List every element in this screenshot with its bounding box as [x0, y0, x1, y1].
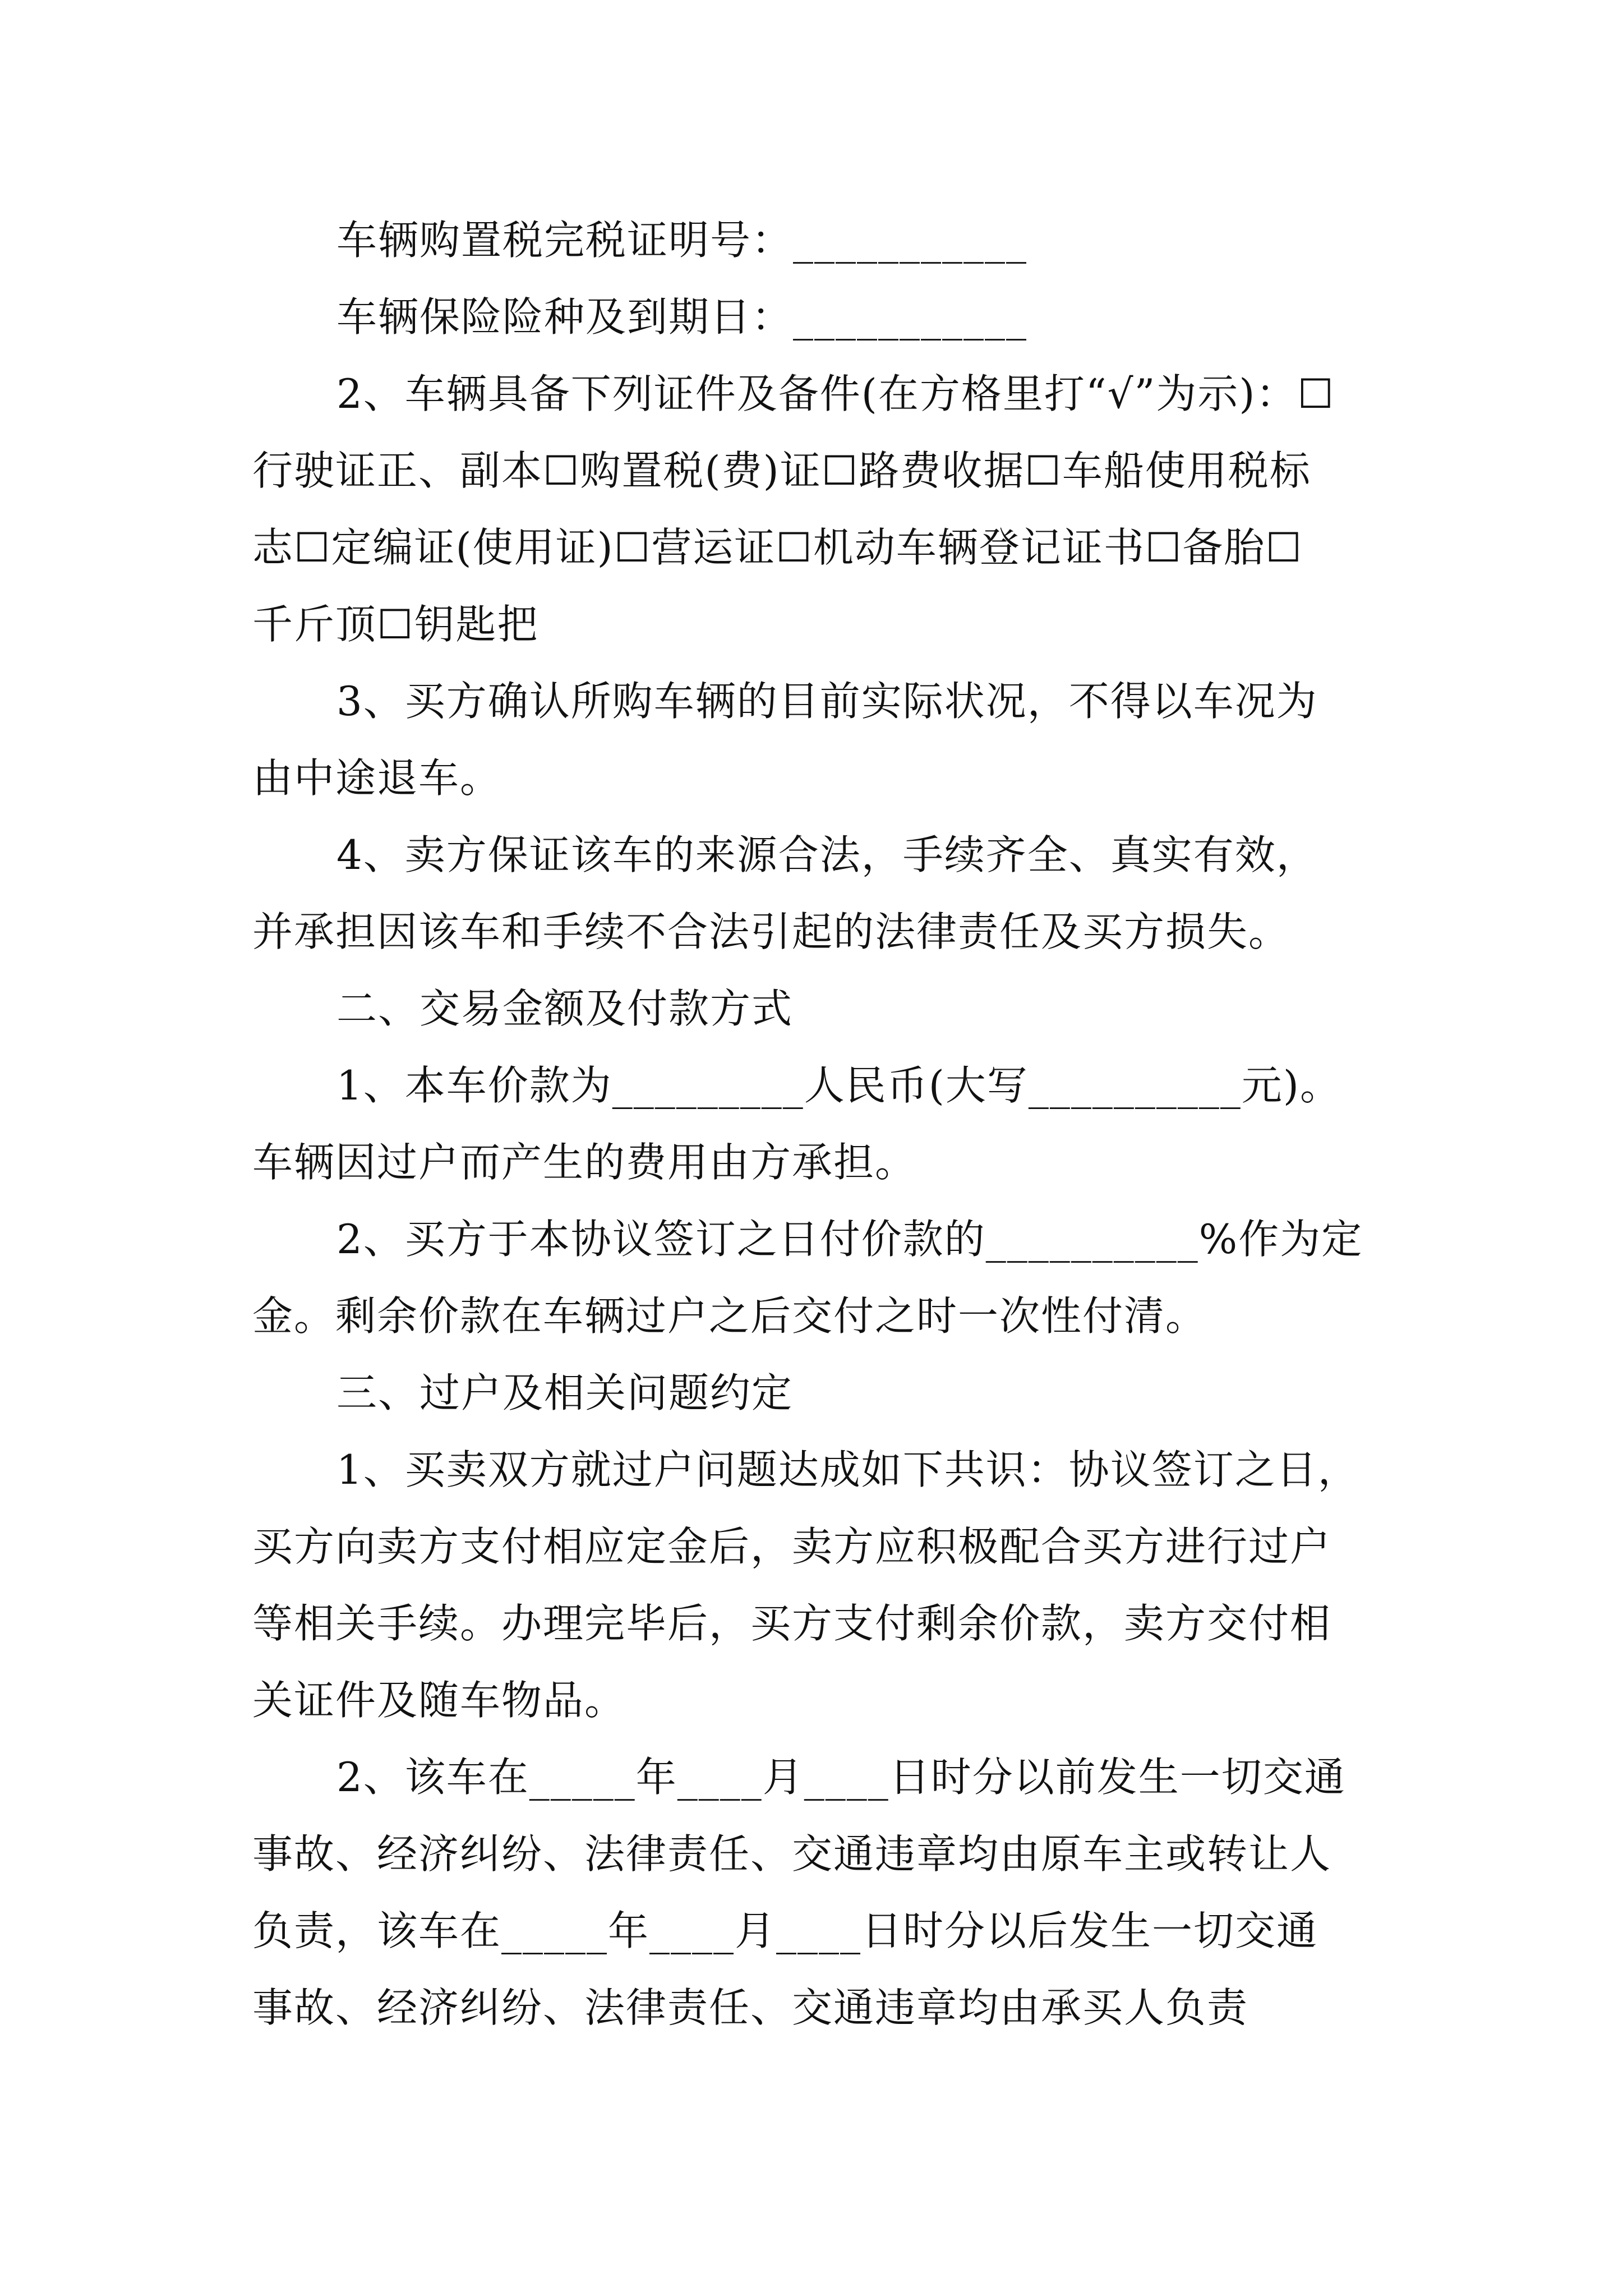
tax-certificate-line: 车辆购置税完税证明号：___________ [336, 217, 1028, 264]
document-body [252, 202, 1380, 2046]
transfer-clause-2-line-2: 事故、经济纠纷、法律责任、交通违章均由原车主或转让人 [252, 1830, 1332, 1878]
clause-3-line-2: 由中途退车。 [252, 754, 502, 802]
documents-checklist-line-3: 志☐定编证(使用证)☐营运证☐机动车辆登记证书☐备胎☐ [252, 524, 1303, 571]
section-3-heading: 三、过户及相关问题约定 [336, 1369, 794, 1416]
transfer-clause-1-line-1: 1、买卖双方就过户问题达成如下共识：协议签订之日， [336, 1446, 1359, 1493]
transfer-clause-1-line-3: 等相关手续。办理完毕后，买方支付剩余价款，卖方交付相 [252, 1600, 1332, 1647]
price-line-2: 车辆因过户而产生的费用由方承担。 [252, 1139, 917, 1186]
documents-checklist-line-2: 行驶证正、副本☐购置税(费)证☐路费收据☐车船使用税标 [252, 447, 1311, 494]
transfer-clause-1-line-2: 买方向卖方支付相应定金后，卖方应积极配合买方进行过户 [252, 1523, 1332, 1570]
transfer-clause-2-line-1: 2、该车在_____年____月____日时分以前发生一切交通 [336, 1754, 1346, 1801]
section-2-heading: 二、交易金额及付款方式 [336, 985, 794, 1032]
clause-3-line-1: 3、买方确认所购车辆的目前实际状况，不得以车况为 [336, 678, 1318, 725]
deposit-line-2: 金。剩余价款在车辆过户之后交付之时一次性付清。 [252, 1292, 1207, 1340]
clause-4-line-2: 并承担因该车和手续不合法引起的法律责任及买方损失。 [252, 908, 1290, 955]
transfer-clause-2-line-4: 事故、经济纠纷、法律责任、交通违章均由承买人负责 [252, 1984, 1249, 2031]
price-line-1: 1、本车价款为_________人民币(大写__________元)。 [336, 1062, 1341, 1109]
clause-4-line-1: 4、卖方保证该车的来源合法，手续齐全、真实有效， [336, 831, 1318, 878]
transfer-clause-2-line-3: 负责，该车在_____年____月____日时分以后发生一切交通 [252, 1907, 1318, 1954]
transfer-clause-1-line-4: 关证件及随车物品。 [252, 1677, 626, 1724]
documents-checklist-line-1: 2、车辆具备下列证件及备件(在方格里打“√”为示)：☐ [336, 370, 1335, 417]
insurance-line: 车辆保险险种及到期日：___________ [336, 293, 1028, 341]
deposit-line-1: 2、买方于本协议签订之日付价款的__________%作为定 [336, 1216, 1363, 1263]
documents-checklist-line-4: 千斤顶☐钥匙把 [252, 601, 539, 648]
